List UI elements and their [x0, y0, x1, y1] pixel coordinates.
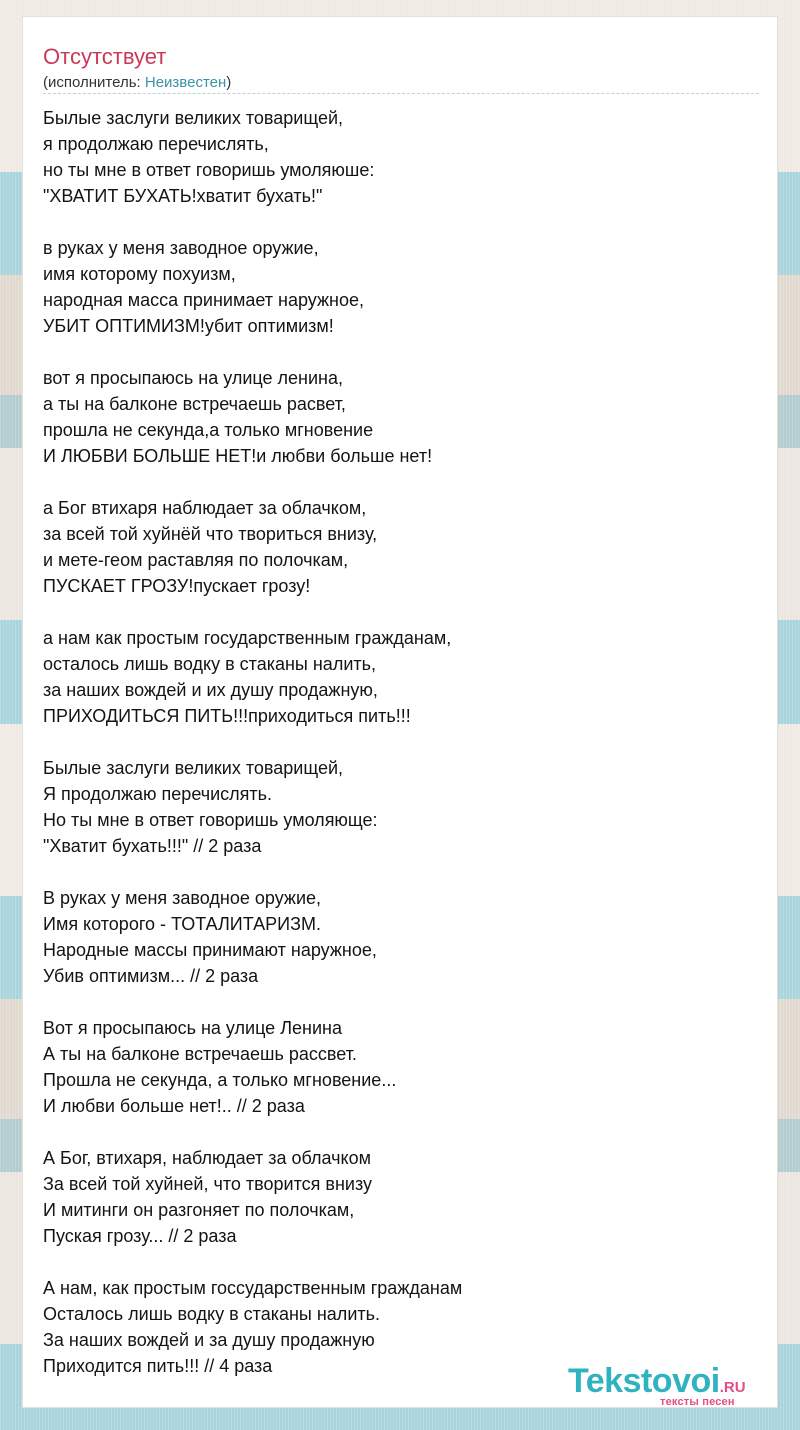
stanza-break [43, 989, 759, 1015]
stanza-break [43, 339, 759, 365]
lyric-line: Былые заслуги великих товарищей, [43, 758, 344, 778]
lyric-line: осталось лишь водку в стаканы налить, [43, 654, 376, 674]
stanza-break [43, 1249, 759, 1275]
lyric-line: народная масса принимает наружное, [43, 290, 364, 310]
artist-suffix: ) [226, 74, 232, 91]
lyric-line: А ты на балконе встречаешь рассвет. [43, 1044, 357, 1064]
lyrics-card [22, 16, 778, 1408]
lyric-line: А нам, как простым госсударственным гражданам [43, 1278, 463, 1298]
logo-domain-suffix: .RU [719, 1379, 746, 1396]
lyric-line: Я продолжаю перечислять. [43, 784, 273, 804]
lyric-line: в руках у меня заводное оружие, [43, 238, 319, 258]
logo-main-text: Tekstovoi [568, 1362, 720, 1400]
artist-prefix: (исполнитель: [43, 74, 145, 91]
lyric-line: Вот я просыпаюсь на улице Ленина [43, 1018, 342, 1038]
lyric-line: Прошла не секунда, а только мгновение... [43, 1070, 397, 1090]
stanza-break [43, 1119, 759, 1145]
stanza-break [43, 859, 759, 885]
lyric-line: За всей той хуйней, что творится внизу [43, 1174, 372, 1194]
lyric-line: прошла не секунда,а только мгновение [43, 420, 374, 440]
lyric-line: и мете-геом раставляя по полочкам, [43, 550, 349, 570]
lyric-line: я продолжаю перечислять, [43, 134, 269, 154]
lyric-line: В руках у меня заводное оружие, [43, 888, 322, 908]
stanza-break [43, 729, 759, 755]
lyric-line: И любви больше нет!.. // 2 раза [43, 1096, 305, 1116]
lyric-line: А Бог, втихаря, наблюдает за облачком [43, 1148, 371, 1168]
stanza-break [43, 209, 759, 235]
lyric-line: И ЛЮБВИ БОЛЬШЕ НЕТ!и любви больше нет! [43, 446, 433, 466]
lyric-line: а нам как простым государственным гражданам, [43, 628, 452, 648]
lyric-line: Осталось лишь водку в стаканы налить. [43, 1304, 380, 1324]
site-logo[interactable] [568, 1363, 778, 1406]
lyric-line: УБИТ ОПТИМИЗМ!убит оптимизм! [43, 316, 334, 336]
lyric-line: ПУСКАЕТ ГРОЗУ!пускает грозу! [43, 576, 311, 596]
lyric-line: но ты мне в ответ говоришь умоляюше: [43, 160, 375, 180]
lyric-line: "ХВАТИТ БУХАТЬ!хватит бухать!" [43, 186, 323, 206]
stanza-break [43, 599, 759, 625]
lyric-line: Убив оптимизм... // 2 раза [43, 966, 259, 986]
lyric-line: а ты на балконе встречаешь расвет, [43, 394, 346, 414]
lyric-line: Былые заслуги великих товарищей, [43, 108, 344, 128]
lyric-line: Но ты мне в ответ говоришь умоляюще: [43, 810, 378, 830]
lyric-line: за всей той хуйнёй что твориться внизу, [43, 524, 378, 544]
lyric-line: Народные массы принимают наружное, [43, 940, 377, 960]
lyric-line: имя которому похуизм, [43, 264, 236, 284]
lyric-line: И митинги он разгоняет по полочкам, [43, 1200, 355, 1220]
lyric-line: Имя которого - ТОТАЛИТАРИЗМ. [43, 914, 321, 934]
artist-line [43, 74, 231, 92]
lyrics-body [43, 105, 759, 1379]
title-divider [43, 93, 759, 94]
lyric-line: "Хватит бухать!!!" // 2 раза [43, 836, 262, 856]
logo-tagline: тексты песен [660, 1396, 735, 1408]
lyric-line: а Бог втихаря наблюдает за облачком, [43, 498, 367, 518]
artist-link[interactable]: Неизвестен [144, 74, 227, 91]
stanza-break [43, 469, 759, 495]
lyric-line: за наших вождей и их душу продажную, [43, 680, 378, 700]
lyric-line: За наших вождей и за душу продажную [43, 1330, 375, 1350]
lyric-line: Приходится пить!!! // 4 раза [43, 1356, 273, 1376]
lyric-line: вот я просыпаюсь на улице ленина, [43, 368, 344, 388]
lyric-line: ПРИХОДИТЬСЯ ПИТЬ!!!приходиться пить!!! [43, 706, 411, 726]
song-title: Отсутствует [43, 44, 167, 69]
lyric-line: Пуская грозу... // 2 раза [43, 1226, 237, 1246]
